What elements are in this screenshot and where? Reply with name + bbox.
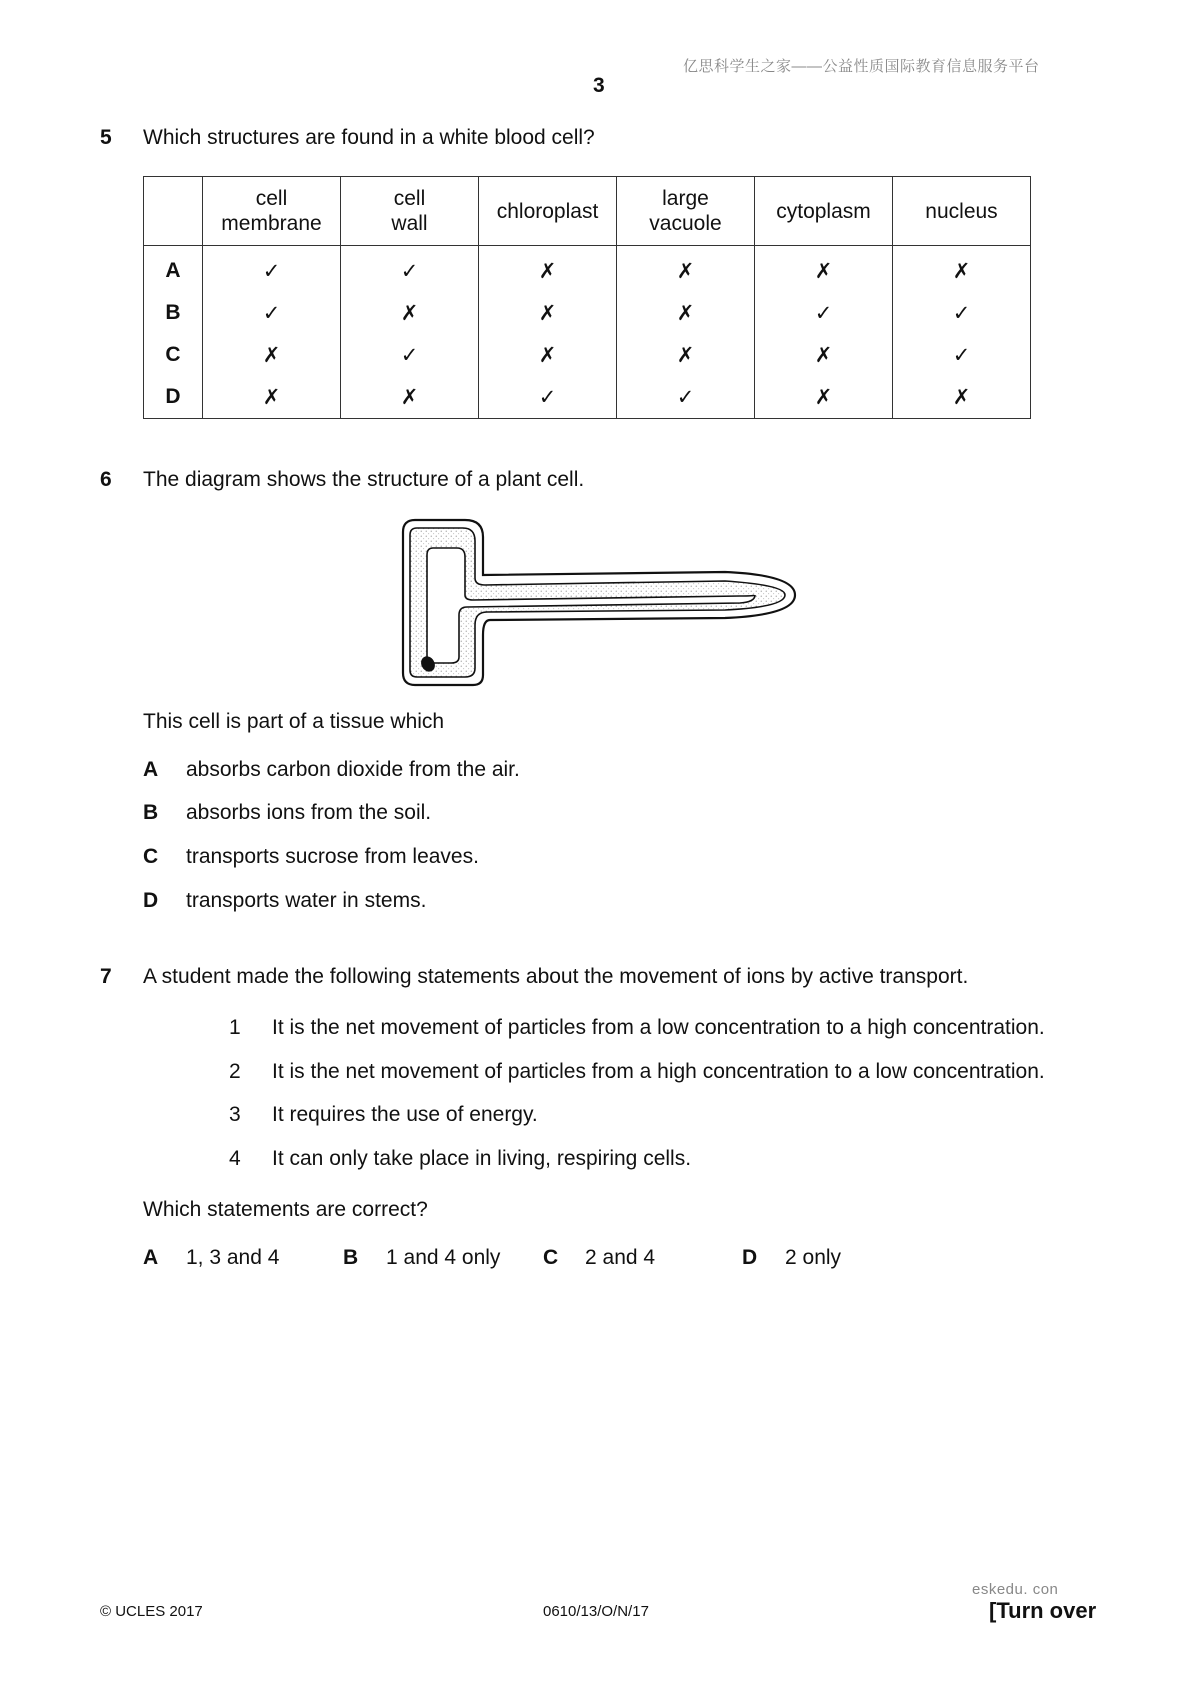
- q6-option-b-text: absorbs ions from the soil.: [186, 801, 432, 824]
- q5-col-large-vacuole: [617, 177, 755, 246]
- q6-option-a-letter: A: [143, 758, 159, 781]
- mark-cell: ✗: [203, 334, 341, 376]
- plant-cell-diagram: [395, 515, 805, 690]
- q5-table: [143, 176, 1031, 419]
- q6-option-d-text: transports water in stems.: [186, 889, 427, 912]
- statement-number: 2: [229, 1060, 241, 1083]
- q5-col-cytoplasm: [755, 177, 893, 246]
- mark-cell: ✗: [341, 376, 479, 419]
- mark-cell: ✓: [893, 292, 1031, 334]
- q7-option-b-text: 1 and 4 only: [386, 1246, 501, 1269]
- q5-col-2-line-1: cell: [393, 187, 426, 210]
- row-label: C: [144, 334, 203, 376]
- table-row: [144, 292, 1031, 334]
- mark-cell: ✓: [617, 376, 755, 419]
- table-row: [144, 376, 1031, 419]
- q6-number: 6: [100, 468, 112, 491]
- q5-col-1-line-1: cell: [255, 187, 288, 210]
- mark-cell: ✗: [617, 334, 755, 376]
- footer-code: 0610/13/O/N/17: [543, 1603, 649, 1620]
- q5-col-cell-membrane: [203, 177, 341, 246]
- turn-over: [Turn over: [989, 1598, 1097, 1623]
- table-row: [144, 246, 1031, 293]
- q7-option-c-text: 2 and 4: [585, 1246, 656, 1269]
- mark-cell: ✗: [617, 292, 755, 334]
- mark-cell: ✗: [617, 246, 755, 293]
- mark-cell: ✓: [341, 334, 479, 376]
- row-label: A: [144, 246, 203, 293]
- table-row: [144, 334, 1031, 376]
- q7-text: A student made the following statements about the movement of ions by active transport.: [143, 965, 969, 988]
- q7-number: 7: [100, 965, 112, 988]
- q5-col-cell-wall: [341, 177, 479, 246]
- mark-cell: ✓: [755, 292, 893, 334]
- q5-col-4-line-1: large: [662, 187, 709, 210]
- row-label: B: [144, 292, 203, 334]
- q7-question: Which statements are correct?: [143, 1198, 428, 1221]
- statement-number: 3: [229, 1103, 241, 1126]
- q6-option-b-letter: B: [143, 801, 159, 824]
- mark-cell: ✗: [893, 376, 1031, 419]
- mark-cell: ✓: [203, 292, 341, 334]
- q7-option-d-text: 2 only: [785, 1246, 842, 1269]
- mark-cell: ✗: [479, 246, 617, 293]
- q5-number: 5: [100, 126, 112, 149]
- q5-col-5-line-1: cytoplasm: [776, 199, 871, 223]
- mark-cell: ✓: [203, 246, 341, 293]
- mark-cell: ✓: [341, 246, 479, 293]
- mark-cell: ✗: [893, 246, 1031, 293]
- page-number: 3: [593, 74, 605, 97]
- q7-option-a-text: 1, 3 and 4: [186, 1246, 280, 1269]
- q5-col-chloroplast: [479, 177, 617, 246]
- q5-col-1-line-2: membrane: [221, 212, 322, 235]
- q5-col-3-line-1: chloroplast: [496, 199, 599, 223]
- q6-stem: This cell is part of a tissue which: [143, 710, 445, 733]
- footer-site: eskedu. con: [972, 1581, 1059, 1598]
- statement-number: 4: [229, 1147, 241, 1170]
- q6-option-d-letter: D: [143, 889, 159, 912]
- statement-text: It requires the use of energy.: [272, 1103, 538, 1126]
- q6-text: The diagram shows the structure of a plant cell.: [143, 468, 585, 491]
- q6-option-c-text: transports sucrose from leaves.: [186, 845, 479, 868]
- q5-col-nucleus: [893, 177, 1031, 246]
- q7-option-a-letter: A: [143, 1246, 159, 1269]
- mark-cell: ✓: [893, 334, 1031, 376]
- q7-option-d-letter: D: [742, 1246, 758, 1269]
- mark-cell: ✗: [479, 292, 617, 334]
- q5-col-6-line-1: nucleus: [925, 199, 998, 223]
- mark-cell: ✗: [479, 334, 617, 376]
- header-watermark: 亿思科学生之家——公益性质国际教育信息服务平台: [683, 58, 1040, 75]
- statement-text: It is the net movement of particles from a high concentration to a low concentration.: [272, 1060, 1045, 1083]
- q5-text: Which structures are found in a white blood cell?: [143, 126, 595, 149]
- statement-text: It can only take place in living, respiring cells.: [272, 1147, 692, 1170]
- q7-option-c-letter: C: [543, 1246, 559, 1269]
- q5-corner-cell: [144, 177, 203, 246]
- statement-text: It is the net movement of particles from a low concentration to a high concentration.: [272, 1016, 1045, 1039]
- mark-cell: ✗: [755, 376, 893, 419]
- row-label: D: [144, 376, 203, 419]
- q7-option-b-letter: B: [343, 1246, 359, 1269]
- mark-cell: ✗: [341, 292, 479, 334]
- mark-cell: ✗: [203, 376, 341, 419]
- footer-copyright: © UCLES 2017: [100, 1603, 203, 1620]
- q6-option-c-letter: C: [143, 845, 159, 868]
- mark-cell: ✓: [479, 376, 617, 419]
- q5-col-2-line-2: wall: [391, 212, 428, 235]
- mark-cell: ✗: [755, 334, 893, 376]
- mark-cell: ✗: [755, 246, 893, 293]
- statement-number: 1: [229, 1016, 241, 1039]
- q5-table-header: [144, 177, 1031, 246]
- q5-col-4-line-2: vacuole: [649, 212, 722, 235]
- q6-option-a-text: absorbs carbon dioxide from the air.: [186, 758, 520, 781]
